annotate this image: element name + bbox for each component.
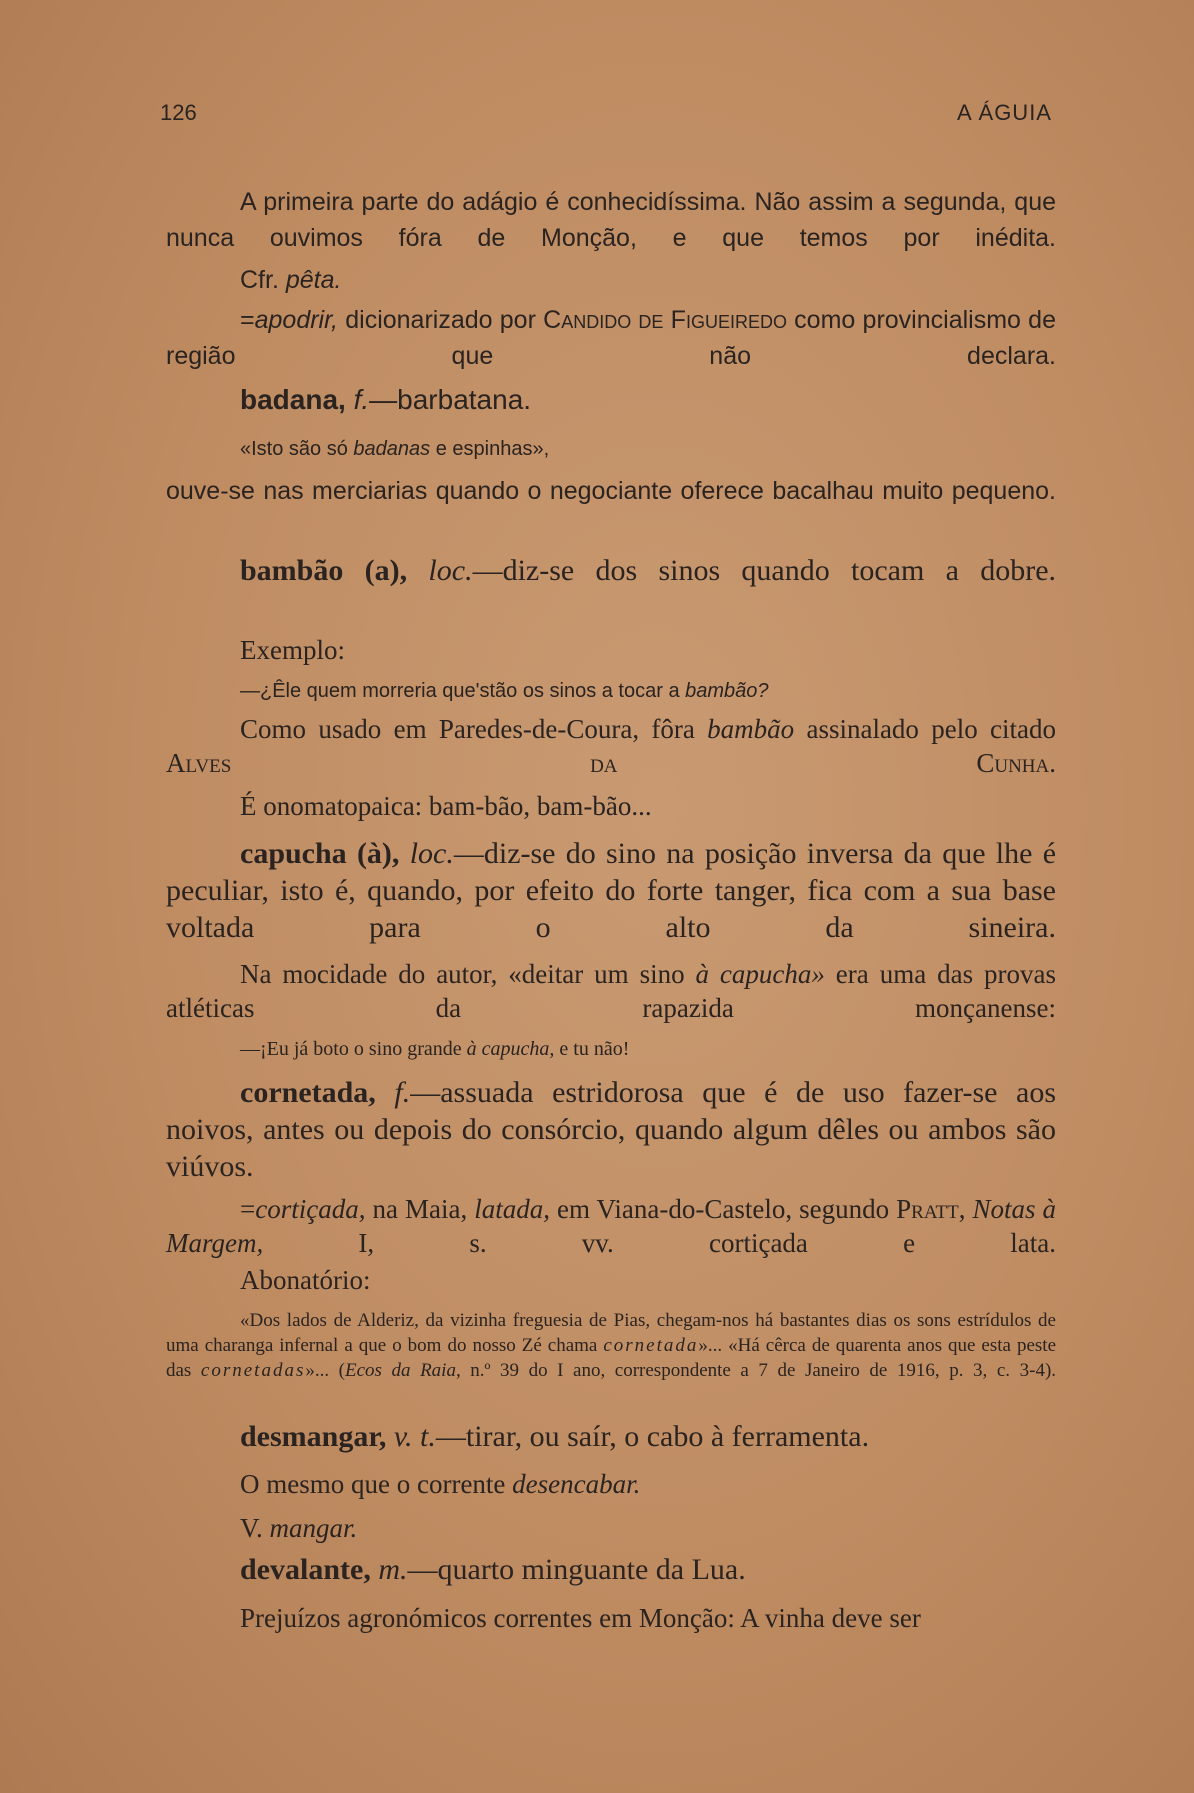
quote-capucha: —¡Eu já boto o sino grande à capucha, e tu não! bbox=[240, 1038, 630, 1060]
entry-headword: cornetada, bbox=[240, 1076, 376, 1109]
entry-headword: desmangar, bbox=[240, 1420, 387, 1453]
paragraph-bambao: Como usado em Paredes-de-Coura, fôra bambão assinalado pelo citado Alves da Cunha. bbox=[166, 714, 1056, 778]
author-name: Alves da Cunha bbox=[166, 748, 1050, 778]
label-exemplo: Exemplo: bbox=[240, 635, 345, 665]
entry-devalante: devalante, m.—quarto minguante da Lua. bbox=[240, 1553, 746, 1586]
paragraph-onomatopaica: É onomatopaica: bam-bão, bam-bão... bbox=[240, 791, 652, 821]
entry-badana: badana, f.—barbatana. bbox=[240, 384, 532, 415]
paragraph-cornetada: =cortiçada, na Maia, latada, em Viana-do-Castelo, segundo Pratt, Notas à Margem, I, s. vv. cortiçada e lata. bbox=[166, 1194, 1057, 1258]
entry-bambao: bambão (a), loc.—diz-se dos sinos quando tocam a dobre. bbox=[240, 554, 1057, 587]
paragraph-capucha: Na mocidade do autor, «deitar um sino à capucha» era uma das provas atléticas da rapazida monçanense: bbox=[166, 959, 1056, 1023]
paragraph-apodrir: =apodrir, dicionarizado por Candido de Figueiredo como provincialismo de região que não declara. bbox=[166, 306, 1056, 370]
entry-headword: devalante, bbox=[240, 1553, 371, 1586]
paragraph-devalante: Prejuízos agronómicos correntes em Monção: A vinha deve ser bbox=[240, 1603, 921, 1633]
author-name: Pratt bbox=[896, 1194, 959, 1224]
cross-reference-mangar: V. mangar. bbox=[240, 1513, 358, 1543]
label-abonatorio: Abonatório: bbox=[240, 1265, 371, 1295]
entry-headword: capucha (à), bbox=[240, 837, 400, 870]
cross-reference-peta: Cfr. pêta. bbox=[240, 266, 342, 294]
entry-desmangar: desmangar, v. t.—tirar, ou saír, o cabo à ferramenta. bbox=[240, 1420, 870, 1453]
entry-capucha: capucha (à), loc.—diz-se do sino na posição inversa da que lhe é peculiar, isto é, quando, por efeito do forte tanger, fica com a sua base voltada para o alto da sineira. bbox=[166, 837, 1057, 944]
entry-headword: badana, bbox=[240, 384, 346, 415]
quote-badana: «Isto são só badanas e espinhas», bbox=[240, 438, 550, 460]
page-number: 126 bbox=[160, 100, 197, 125]
page-header bbox=[160, 100, 1052, 134]
paragraph-adagio: A primeira parte do adágio é conhecidíssima. Não assim a segunda, que nunca ouvimos fóra de Monção, e que temos por inédita. bbox=[166, 188, 1056, 252]
running-title: A ÁGUIA bbox=[956, 100, 1052, 125]
paragraph-badana: ouve-se nas merciarias quando o negociante oferece bacalhau muito pequeno. bbox=[166, 477, 1056, 505]
author-name: Candido de Figueiredo bbox=[543, 306, 787, 334]
entry-headword: bambão (a), bbox=[240, 554, 408, 587]
quote-cornetada: «Dos lados de Alderiz, da vizinha freguesia de Pias, chegam-nos há bastantes dias os sons estrídulos de uma charanga infernal a que o bom do nosso Zé chama cornetada»... «Há cêrca de quarenta anos que esta peste das cornetadas»... (Ecos da Raia, n.º 39 do I ano, correspondente a 7 de Janeiro de 1916, p. 3, c. 3-4). bbox=[166, 1310, 1057, 1381]
quote-bambao: —¿Êle quem morreria que'stão os sinos a tocar a bambão? bbox=[240, 680, 769, 702]
paragraph-desmangar: O mesmo que o corrente desencabar. bbox=[240, 1469, 641, 1499]
entry-cornetada: cornetada, f.—assuada estridorosa que é de uso fazer-se aos noivos, antes ou depois do consórcio, quando algum dêles ou ambos são viúvos. bbox=[166, 1076, 1056, 1183]
